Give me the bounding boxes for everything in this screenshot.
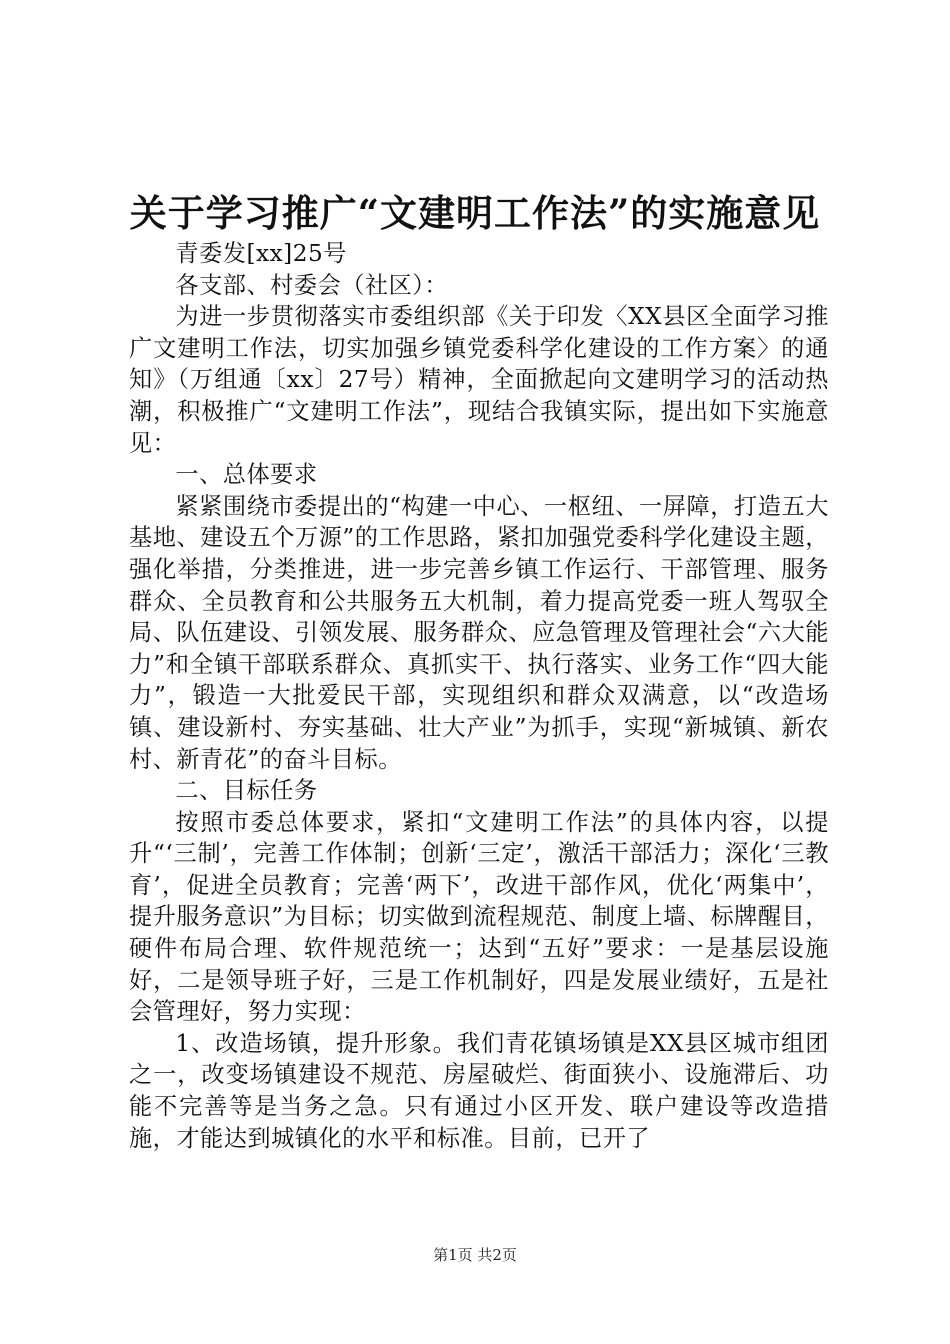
item-1-paragraph: 1、改造场镇，提升形象。我们青花镇场镇是XX县区城市组团之一，改变场镇建设不规范、房屋破烂、街面狭小、设施滞后、功能不完善等是当务之急。只有通过小区开发、联户建设等改造措施，才能达到城镇化的水平和标准。目前，已开了	[129, 1029, 829, 1152]
document-title: 关于学习推广“文建明工作法”的实施意见	[129, 191, 821, 235]
document-number: 青委发[xx]25号	[175, 240, 347, 267]
document-body	[129, 238, 829, 1154]
section-2-paragraph: 按照市委总体要求，紧扣“文建明工作法”的具体内容，以提升“‘三制’，完善工作体制；创新‘三定’，激活干部活力；深化‘三教育’，促进全员教育；完善‘两下’，改进干部作风，优化‘两集中’，提升服务意识”为目标；切实做到流程规范、制度上墙、标牌醒目，硬件布局合理、软件规范统一；达到“五好”要求：一是基层设施好，二是领导班子好，三是工作机制好，四是发展业绩好，五是社会管理好，努力实现：	[129, 808, 829, 1026]
intro-paragraph: 为进一步贯彻落实市委组织部《关于印发〈XX县区全面学习推广文建明工作法，切实加强乡镇党委科学化建设的工作方案〉的通知》（万组通〔xx〕27号）精神，全面掀起向文建明学习的活动热潮，积极推广“文建明工作法”，现结合我镇实际，提出如下实施意见：	[129, 303, 829, 457]
section-1-paragraph: 紧紧围绕市委提出的“构建一中心、一枢纽、一屏障，打造五大基地、建设五个万源”的工作思路，紧扣加强党委科学化建设主题，强化举措，分类推进，进一步完善乡镇工作运行、干部管理、服务群众、全员教育和公共服务五大机制，着力提高党委一班人驾驭全局、队伍建设、引领发展、服务群众、应急管理及管理社会“六大能力”和全镇干部联系群众、真抓实干、执行落实、业务工作“四大能力”，锻造一大批爱民干部，实现组织和群众双满意，以“改造场镇、建设新村、夯实基础、壮大产业”为抓手，实现“新城镇、新农村、新青花”的奋斗目标。	[129, 492, 829, 773]
page-footer: 第1页 共2页	[433, 1246, 517, 1264]
section-heading-1: 一、总体要求	[175, 461, 318, 489]
addressee: 各支部、村委会（社区）：	[175, 271, 449, 299]
section-heading-2: 二、目标任务	[175, 777, 318, 805]
